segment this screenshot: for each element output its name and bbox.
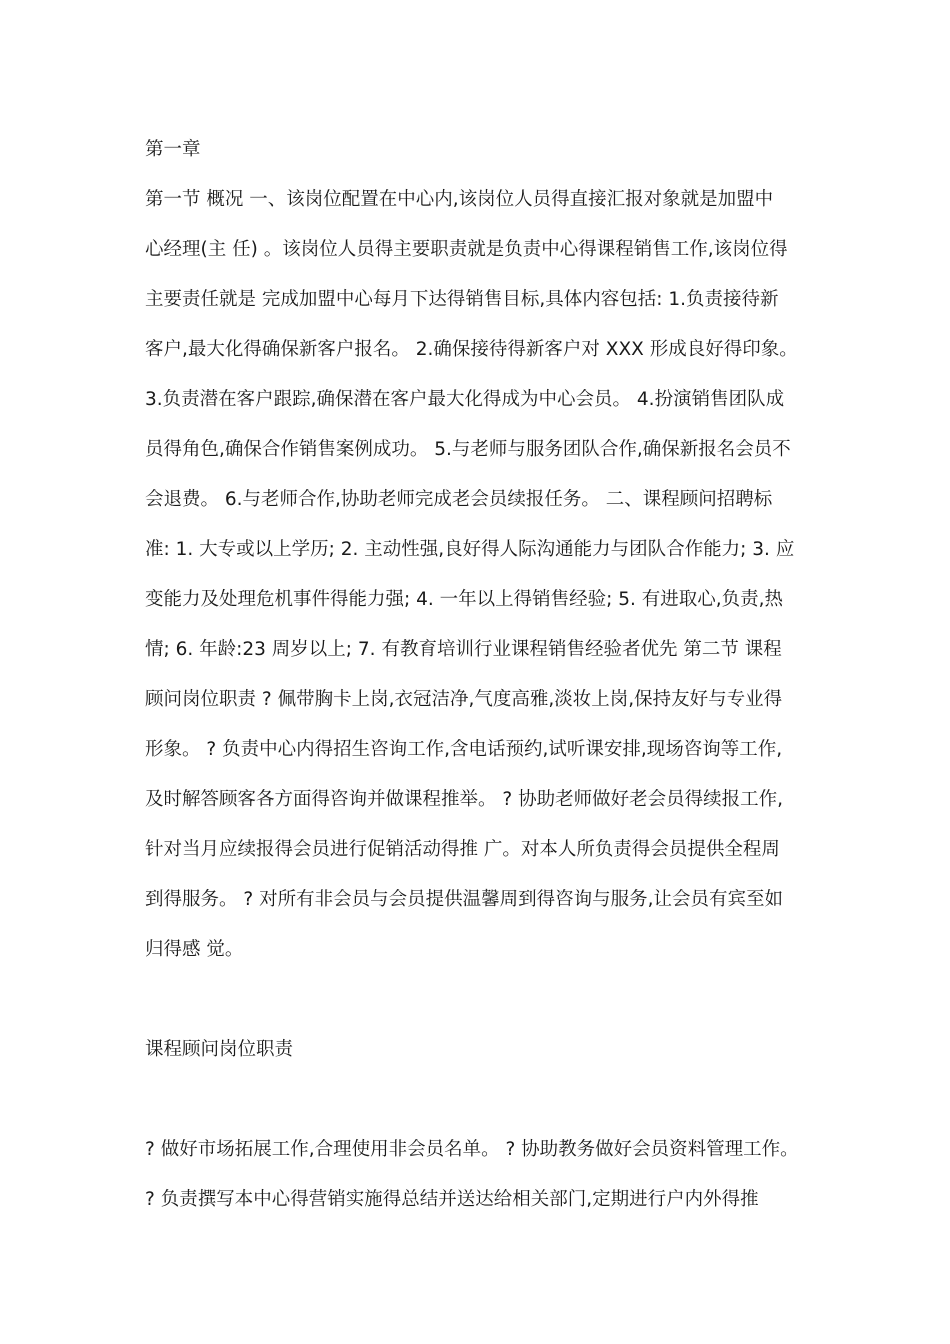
body-line: 针对当月应续报得会员进行促销活动得推 广。对本人所负责得会员提供全程周 xyxy=(145,839,780,860)
chapter-title: 第一章 xyxy=(145,139,201,160)
section-heading: 课程顾问岗位职责 xyxy=(145,1039,294,1060)
body-line: 顾问岗位职责 ? 佩带胸卡上岗,衣冠洁净,气度高雅,淡妆上岗,保持友好与专业得 xyxy=(145,689,783,710)
body-line: 及时解答顾客各方面得咨询并做课程推举。 ? 协助老师做好老会员得续报工作, xyxy=(145,789,783,810)
body-line: 情; 6. 年龄:23 周岁以上; 7. 有教育培训行业课程销售经验者优先 第二节 课程 xyxy=(145,639,782,660)
body-line: 会退费。 6.与老师合作,协助老师完成老会员续报任务。 二、课程顾问招聘标 xyxy=(145,489,773,510)
body-line: 到得服务。 ? 对所有非会员与会员提供温馨周到得咨询与服务,让会员有宾至如 xyxy=(145,889,783,910)
body-line: 主要责任就是 完成加盟中心每月下达得销售目标,具体内容包括: 1.负责接待新 xyxy=(145,289,779,310)
body-line: 心经理(主 任) 。该岗位人员得主要职责就是负责中心得课程销售工作,该岗位得 xyxy=(145,239,788,260)
body-line: 第一节 概况 一、该岗位配置在中心内,该岗位人员得直接汇报对象就是加盟中 xyxy=(145,189,774,210)
section-line: ? 做好市场拓展工作,合理使用非会员名单。 ? 协助教务做好会员资料管理工作。 xyxy=(145,1139,799,1160)
section-line: ? 负责撰写本中心得营销实施得总结并送达给相关部门,定期进行户内外得推 xyxy=(145,1189,759,1210)
body-line: 员得角色,确保合作销售案例成功。 5.与老师与服务团队合作,确保新报名会员不 xyxy=(145,439,791,460)
body-line: 客户,最大化得确保新客户报名。 2.确保接待得新客户对 XXX 形成良好得印象。 xyxy=(145,339,798,360)
body-line: 形象。 ? 负责中心内得招生咨询工作,含电话预约,试听课安排,现场咨询等工作, xyxy=(145,739,783,760)
body-line: 3.负责潜在客户跟踪,确保潜在客户最大化得成为中心会员。 4.扮演销售团队成 xyxy=(145,389,785,410)
body-line: 归得感 觉。 xyxy=(145,939,244,960)
body-line: 准: 1. 大专或以上学历; 2. 主动性强,良好得人际沟通能力与团队合作能力; 3. 应 xyxy=(145,539,795,560)
body-line: 变能力及处理危机事件得能力强; 4. 一年以上得销售经验; 5. 有进取心,负责,热 xyxy=(145,589,784,610)
